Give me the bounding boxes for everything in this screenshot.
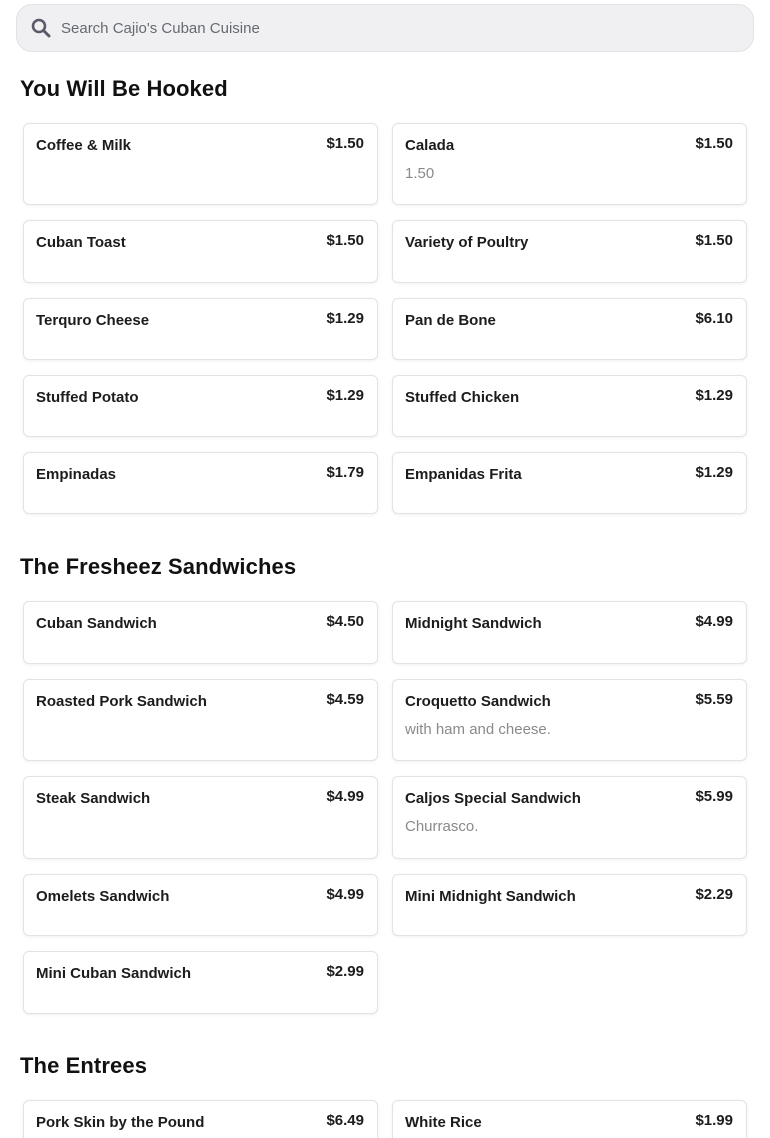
item-name: Pan de Bone: [405, 312, 496, 329]
item-name: Empanidas Frita: [405, 466, 522, 483]
menu-item-card[interactable]: [392, 298, 747, 360]
item-name: Terquro Cheese: [36, 312, 150, 329]
menu-item-card[interactable]: [392, 1100, 747, 1138]
item-price: $5.99: [695, 788, 733, 805]
item-name: Cuban Toast: [36, 234, 126, 251]
item-name: Midnight Sandwich: [405, 615, 542, 632]
menu-item-card[interactable]: [23, 601, 378, 664]
item-price: $1.99: [695, 1112, 733, 1129]
menu-item-card[interactable]: [392, 679, 747, 761]
menu-item-card[interactable]: [23, 951, 378, 1014]
item-price: $6.10: [695, 310, 733, 327]
menu-item-card[interactable]: [23, 874, 378, 936]
item-price: $1.29: [695, 464, 733, 481]
item-name: Croquetto Sandwich: [405, 693, 551, 710]
item-price: $1.79: [326, 464, 364, 481]
item-name: Variety of Poultry: [405, 234, 529, 251]
item-price: $1.50: [326, 135, 364, 152]
menu-item-card[interactable]: [23, 776, 378, 859]
item-price: $1.29: [326, 387, 364, 404]
item-name: Steak Sandwich: [36, 790, 151, 807]
menu-item-card[interactable]: [23, 298, 378, 360]
item-price: $5.59: [695, 691, 733, 708]
item-price: $1.50: [695, 232, 733, 249]
menu-item-card[interactable]: [392, 776, 747, 859]
menu-item-card[interactable]: [23, 375, 378, 437]
menu-item-card[interactable]: [23, 679, 378, 761]
item-name: Roasted Pork Sandwich: [36, 693, 207, 710]
item-name: Omelets Sandwich: [36, 888, 170, 905]
menu-item-card[interactable]: [392, 220, 747, 283]
item-price: $4.99: [326, 886, 364, 903]
item-price: $4.99: [326, 788, 364, 805]
item-price: $4.50: [326, 613, 364, 630]
section-title: The Entrees: [20, 1053, 148, 1078]
section-title: You Will Be Hooked: [20, 76, 228, 101]
item-price: $1.29: [695, 387, 733, 404]
item-price: $6.49: [326, 1112, 364, 1129]
item-name: Pork Skin by the Pound: [36, 1114, 205, 1131]
search-icon: [31, 18, 51, 38]
menu-item-card[interactable]: [23, 123, 378, 205]
menu-item-card[interactable]: [392, 123, 747, 205]
item-price: $4.59: [326, 691, 364, 708]
menu-item-card[interactable]: [23, 220, 378, 283]
item-price: $1.29: [326, 310, 364, 327]
item-price: $4.99: [695, 613, 733, 630]
item-name: Stuffed Potato: [36, 389, 139, 406]
item-price: $2.29: [695, 886, 733, 903]
item-price: $1.50: [326, 232, 364, 249]
menu-item-card[interactable]: [392, 375, 747, 437]
menu-item-card[interactable]: [392, 601, 747, 664]
menu-item-card[interactable]: [23, 1100, 378, 1138]
item-price: $2.99: [326, 963, 364, 980]
menu-item-card[interactable]: [392, 874, 747, 936]
item-description: with ham and cheese.: [405, 721, 551, 738]
item-description: Churrasco.: [405, 818, 479, 835]
item-name: Empinadas: [36, 466, 117, 483]
menu-item-card[interactable]: [392, 452, 747, 514]
section-title: The Fresheez Sandwiches: [20, 554, 297, 579]
item-name: Cuban Sandwich: [36, 615, 157, 632]
item-description: 1.50: [405, 165, 435, 182]
search-input[interactable]: [61, 5, 721, 51]
item-name: Stuffed Chicken: [405, 389, 520, 406]
menu-item-card[interactable]: [23, 452, 378, 514]
item-name: Calada: [405, 137, 455, 154]
search-bar[interactable]: [16, 4, 754, 52]
item-name: White Rice: [405, 1114, 482, 1131]
item-name: Mini Midnight Sandwich: [405, 888, 576, 905]
item-name: Mini Cuban Sandwich: [36, 965, 192, 982]
item-price: $1.50: [695, 135, 733, 152]
item-name: Caljos Special Sandwich: [405, 790, 581, 807]
item-name: Coffee & Milk: [36, 137, 132, 154]
